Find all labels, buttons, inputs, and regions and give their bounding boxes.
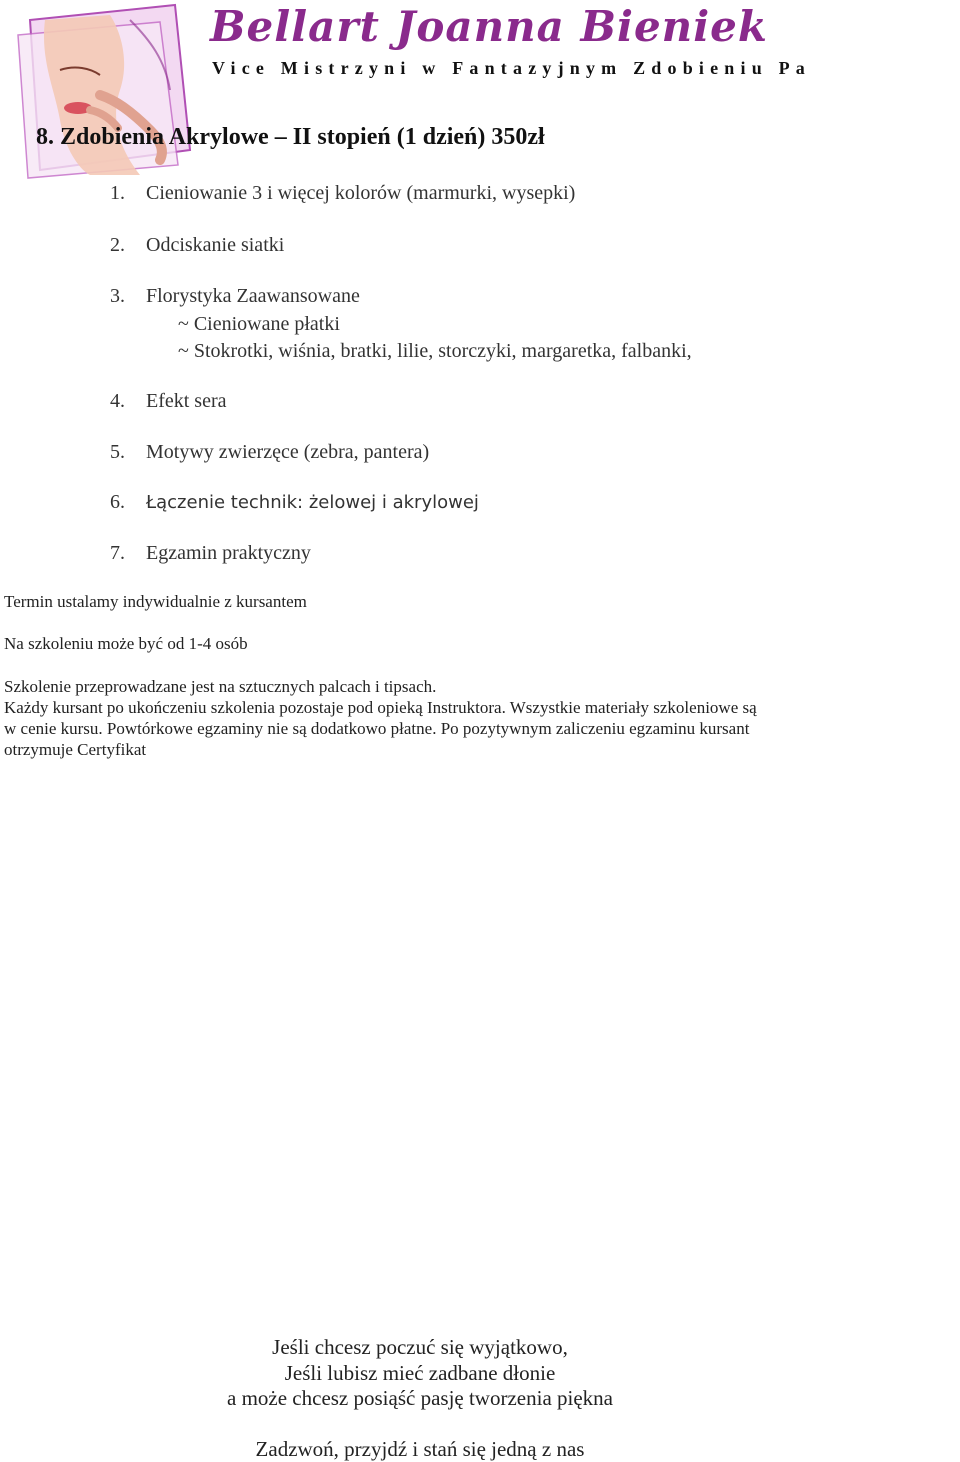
details-line: w cenie kursu. Powtórkowe egzaminy nie są dodatkowo płatne. Po pozytywnym zaliczeniu egzaminu kursant	[4, 719, 750, 738]
list-item	[110, 542, 311, 565]
logo-illustration	[0, 0, 200, 180]
list-item-text: Cieniowanie 3 i więcej kolorów (marmurki, wysepki)	[146, 182, 576, 204]
list-item	[110, 491, 479, 514]
footer-call-to-action: Zadzwoń, przyjdź i stań się jedną z nas	[255, 1437, 585, 1461]
list-item-number: 3.	[110, 285, 125, 307]
sub-list-item: ~ Stokrotki, wiśnia, bratki, lilie, storczyki, margaretka, falbanki,	[178, 340, 692, 362]
details-line: Każdy kursant po ukończeniu szkolenia pozostaje pod opieką Instruktora. Wszystkie materiały szkoleniowe są	[4, 698, 757, 717]
list-item-number: 1.	[110, 182, 125, 204]
group-size-note: Na szkoleniu może być od 1-4 osób	[4, 634, 248, 653]
brand-tagline: Vice Mistrzyni w Fantazyjnym Zdobieniu Pa	[212, 58, 812, 78]
term-note: Termin ustalamy indywidualnie z kursantem	[4, 592, 307, 611]
list-item	[110, 441, 429, 464]
list-item	[110, 234, 284, 257]
list-item-text: Florystyka Zaawansowane	[146, 285, 360, 307]
list-item-number: 4.	[110, 390, 125, 412]
list-item	[110, 285, 360, 308]
brand-name: Bellart Joanna Bieniek	[210, 2, 768, 51]
list-item-number: 7.	[110, 542, 125, 564]
list-item-text: Egzamin praktyczny	[146, 542, 311, 564]
course-details	[4, 676, 854, 760]
list-item	[110, 182, 575, 205]
list-item-text: Łączenie technik: żelowej i akrylowej	[146, 492, 479, 513]
list-item-number: 2.	[110, 234, 125, 256]
footer-line: Jeśli chcesz poczuć się wyjątkowo,	[272, 1335, 568, 1359]
sub-list-item: ~ Cieniowane płatki	[178, 313, 340, 335]
footer-line: a może chcesz posiąść pasję tworzenia piękna	[227, 1386, 613, 1410]
list-item	[110, 390, 227, 413]
list-item-text: Motywy zwierzęce (zebra, pantera)	[146, 441, 430, 463]
details-line: otrzymuje Certyfikat	[4, 740, 147, 759]
course-title: 8. Zdobienia Akrylowe – II stopień (1 dzień) 350zł	[36, 124, 545, 150]
list-item-text: Odciskanie siatki	[146, 234, 285, 256]
list-item-number: 6.	[110, 491, 125, 513]
footer-line: Jeśli lubisz mieć zadbane dłonie	[284, 1361, 556, 1385]
page-header	[0, 0, 960, 180]
list-item-number: 5.	[110, 441, 125, 463]
list-item-text: Efekt sera	[146, 390, 227, 412]
details-line: Szkolenie przeprowadzane jest na sztucznych palcach i tipsach.	[4, 677, 437, 696]
